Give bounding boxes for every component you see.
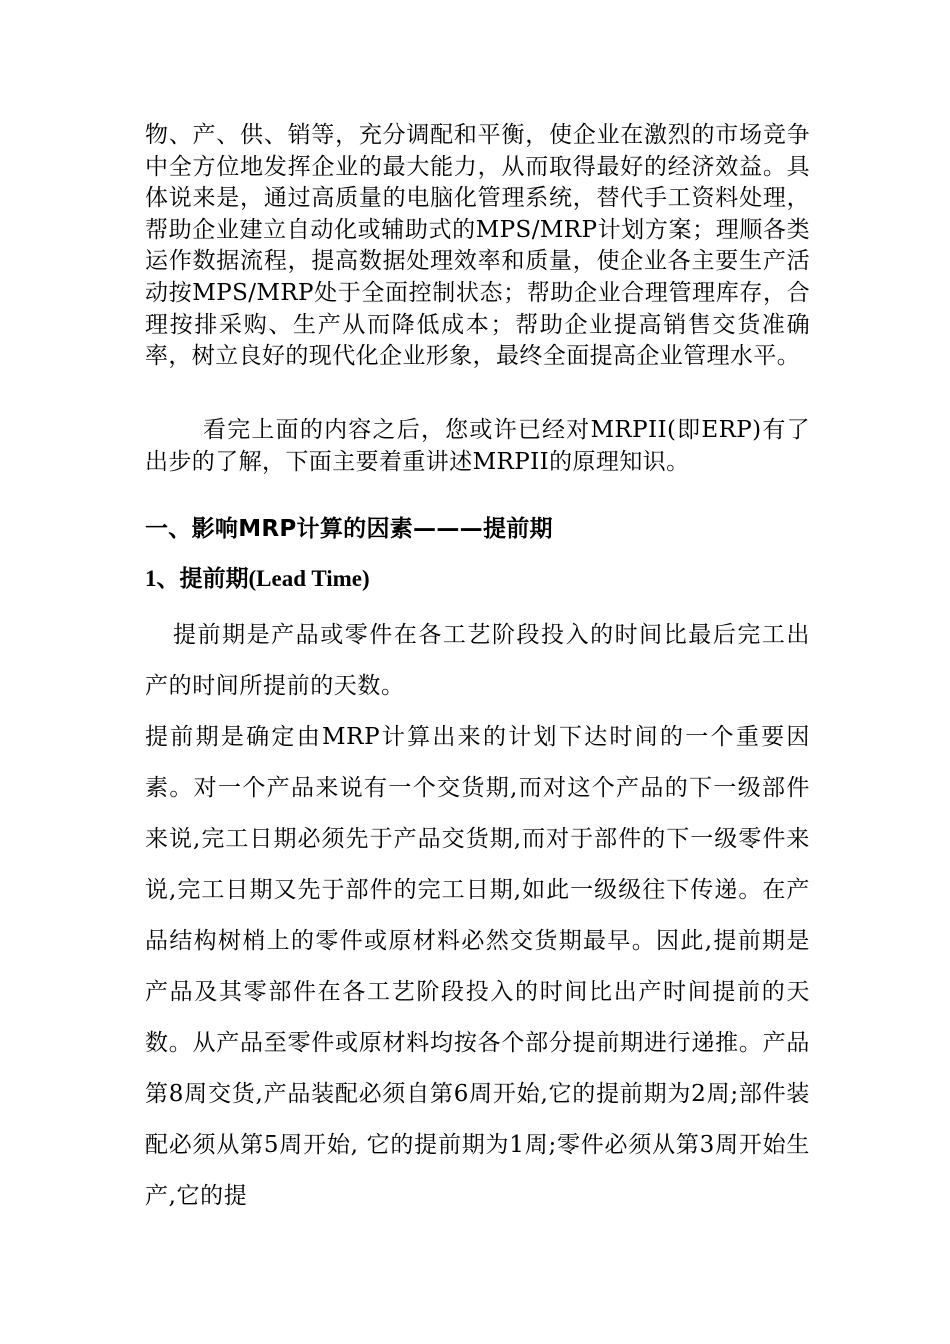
subsection-heading: 1、提前期(Lead Time) bbox=[145, 566, 370, 591]
body-paragraph: 提前期是产品或零件在各工艺阶段投入的时间比最后完工出产的时间所提前的天数。 bbox=[145, 622, 810, 699]
body-paragraph: 看完上面的内容之后，您或许已经对MRPII(即ERP)有了出步的了解，下面主要着重讲述MRPII的原理知识。 bbox=[145, 417, 810, 475]
body-paragraph: 物、产、供、销等，充分调配和平衡，使企业在激烈的市场竞争中全方位地发挥企业的最大能力，从而取得最好的经济效益。具体说来是，通过高质量的电脑化管理系统，替代手工资料处理，帮助企业建立自动化或辅助式的MPS/MRP计划方案；理顺各类运作数据流程，提高数据处理效率和质量，使企业各主要生产活动按MPS/MRP处于全面控制状态；帮助企业合理管理库存，合理按排采购、生产从而降低成本；帮助企业提高销售交货准确率，树立良好的现代化企业形象，最终全面提高企业管理水平。 bbox=[145, 122, 810, 370]
body-paragraph: 提前期是确定由MRP计算出来的计划下达时间的一个重要因素。对一个产品来说有一个交货期,而对这个产品的下一级部件来说,完工日期必须先于产品交货期,而对于部件的下一级零件来说,完工日期又先于部件的完工日期,如此一级级往下传递。在产品结构树梢上的零件或原材料必然交货期最早。因此,提前期是产品及其零部件在各工艺阶段投入的时间比出产时间提前的天数。从产品至零件或原材料均按各个部分提前期进行递推。产品第8周交货,产品装配必须自第6周开始,它的提前期为2周;部件装配必须从第5周开始, 它的提前期为1周;零件必须从第3周开始生产,它的提 bbox=[145, 724, 810, 1209]
section-heading: 一、影响MRP计算的因素———提前期 bbox=[145, 516, 553, 542]
